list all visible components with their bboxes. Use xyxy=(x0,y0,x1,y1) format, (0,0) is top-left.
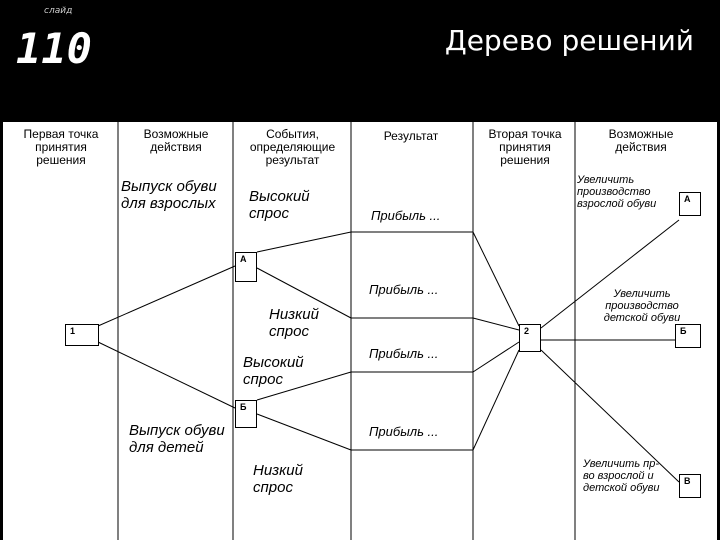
node-2: 2 xyxy=(519,324,541,352)
edge xyxy=(257,232,351,252)
branch-low-demand-2: Низкий спрос xyxy=(253,462,303,496)
slide-number: 110 xyxy=(16,24,92,73)
node-b: Б xyxy=(235,400,257,428)
result-1: Прибыль ... xyxy=(371,208,441,223)
header-result: Результат xyxy=(383,129,439,143)
edge xyxy=(98,342,235,408)
result-3: Прибыль ... xyxy=(369,346,439,361)
decision-tree-panel xyxy=(3,122,717,540)
branch-high-demand-1: Высокий спрос xyxy=(249,188,310,222)
action-increase-adult: Увеличить производство взрослой обуви xyxy=(577,174,657,210)
branch-adult-shoes: Выпуск обуви для взрослых xyxy=(121,178,217,212)
node-out-a: А xyxy=(679,192,701,216)
header-first-decision: Первая точка принятия решения xyxy=(23,127,99,167)
node-a: А xyxy=(235,252,257,282)
edge xyxy=(473,318,519,330)
edge xyxy=(473,350,519,450)
branch-high-demand-2: Высокий спрос xyxy=(243,354,304,388)
edge xyxy=(473,342,519,372)
node-out-c: В xyxy=(679,474,701,498)
header-possible-actions: Возможные действия xyxy=(143,127,209,154)
header-possible-actions-2: Возможные действия xyxy=(608,127,674,154)
action-increase-both: Увеличить пр-во взрослой и детской обуви xyxy=(583,458,660,494)
edge xyxy=(257,414,351,450)
edge xyxy=(473,232,519,326)
branch-kids-shoes: Выпуск обуви для детей xyxy=(129,422,225,456)
header-events: События, определяющие результат xyxy=(249,127,336,167)
branch-low-demand-1: Низкий спрос xyxy=(269,306,319,340)
result-2: Прибыль ... xyxy=(369,282,439,297)
node-out-b: Б xyxy=(675,324,701,348)
slide-title: Дерево решений xyxy=(444,24,694,57)
slide-label: слайд xyxy=(44,6,73,16)
node-1: 1 xyxy=(65,324,99,346)
action-increase-kids: Увеличить производство детской обуви xyxy=(603,288,681,324)
header-second-decision: Вторая точка принятия решения xyxy=(488,127,562,167)
result-4: Прибыль ... xyxy=(369,424,439,439)
edge xyxy=(98,266,235,326)
